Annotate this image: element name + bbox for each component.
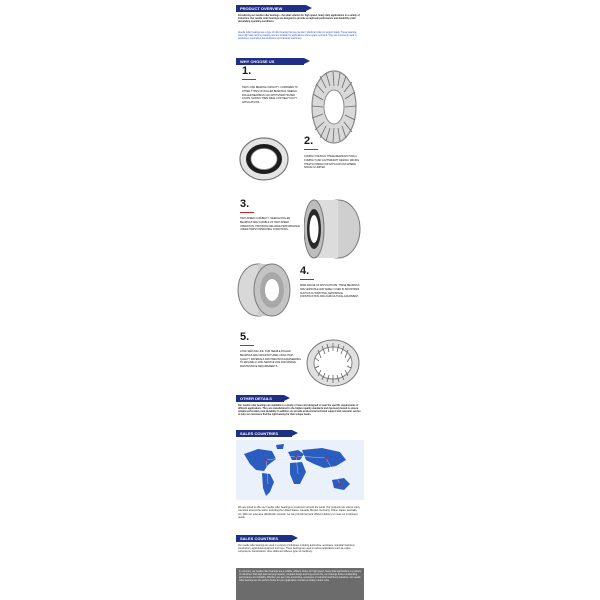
other-details-paragraph: Our needle roller bearings are available in a variety of sizes and designed to meet the specific requirements of different applications. They are manufactured to the highest quality standards and rigorously tested to ensure reliable performance and durability. In addition, we provide professional technical support and customer service to help our customers find the right bearing for their unique needs. [238, 405, 361, 416]
section-header-why [236, 58, 304, 65]
product-detail-page [232, 0, 368, 600]
feature-number-1: 1. [242, 65, 252, 77]
feature-text-5: LONG SERVICE LIFE: OUR NEEDLE ROLLER BEARINGS ARE MANUFACTURED USING HIGH-QUALITY MATERIALS AND PRECISION ENGINEERING TO ENSURE A LONG SERVICE LIFE AND MINIMAL MAINTENANCE REQUIREMENTS. [240, 350, 302, 369]
overview-heading: PRODUCT OVERVIEW [240, 6, 283, 11]
section-header-other-details [236, 395, 284, 402]
summary-box [236, 568, 364, 600]
feature-number-5: 5. [240, 331, 250, 343]
feature-text-3: HIGH-SPEED CAPABILITY: NEEDLE ROLLER BEARINGS ARE CAPABLE OF HIGH-SPEED OPERATION, PROVIDING RELIABLE PERFORMANCE UNDER HARSH OPERATING CONDITIONS. [240, 217, 300, 232]
feature-text-2: COMPACT DESIGN: THESE BEARINGS HAVE A COMPACT AND LIGHTWEIGHT DESIGN, MAKING THEM SUITABLE FOR APPLICATIONS WHERE SPACE IS LIMITED. [304, 155, 360, 170]
feature-number-2: 2. [304, 135, 314, 147]
other-details-heading: OTHER DETAILS [240, 396, 272, 401]
sales-countries-heading: SALES COUNTRIES [240, 431, 279, 436]
section-header-sales-countries-2 [236, 535, 292, 542]
world-map-image [236, 440, 364, 500]
thrust-bearing-image [306, 66, 362, 148]
cage-bearing-image [238, 136, 290, 182]
feature-number-4: 4. [300, 265, 310, 277]
overview-paragraph-2: Needle roller bearings are a type of roller bearing that use slender cylindrical rollers to support loads. These bearings have high load carrying capacity and are suitable for applications where space is limited. They are commonly used in gearboxes, automotive transmissions and industrial machinery. [238, 32, 357, 40]
inner-ring-bearing-image [236, 262, 292, 318]
section-header-overview [236, 5, 306, 12]
industries-paragraph: Our needle roller bearings are used in a variety of industries, including automotive, aerospace, industrial machinery, construction, agricultural equipment and more. These bearings are used in various applications such as engine components, transmissions, drive shafts and different types of machinery. [238, 545, 356, 553]
needle-cage-bearing-image [304, 338, 362, 388]
feature-number-3: 3. [240, 198, 250, 210]
overview-paragraph-1: Introducing our needle roller bearings - the ideal solution for high speed, heavy duty applications in a variety of industries. Our needle roller bearings are designed to provide exceptional performance and durability under demanding operating conditions. [238, 15, 360, 23]
summary-paragraph: In summary, our needle roller bearings are a reliable, efficient choice for high-speed, heavy-load applications in a variety of industries. With high load carrying capacity, compact design and long service life, our bearings deliver outstanding performance and reliability. Whether you are in the automotive, aerospace or industrial machinery industries, our needle roller bearings are the perfect choice for your application. Contact us today to learn more. [239, 571, 361, 582]
why-heading: WHY CHOOSE US [240, 59, 275, 64]
sales-countries-heading-2: SALES COUNTRIES [240, 536, 279, 541]
section-header-sales-countries [236, 430, 292, 437]
sales-countries-paragraph: We are proud to offer our needle roller bearings to customers around the world. Our products are sold to many countries around the world, including the United States, Canada, Mexico, Germany, China, Japan, Australia, etc. With our extensive distribution network, we can provide fast and efficient delivery to meet our customers' needs. [238, 506, 360, 519]
feature-text-1: HIGH LOAD BEARING CAPACITY: COMPARED TO OTHER TYPES OF ROLLER BEARINGS, NEEDLE ROLLER BEARINGS CAN WITHSTAND HIGHER LOADS, MAKING THEM IDEAL FOR HEAVY-DUTY APPLICATIONS. [242, 86, 298, 105]
feature-text-4: WIDE RANGE OF APPLICATIONS: THESE BEARINGS ARE VERSATILE AND WIDELY USED IN INDUSTRIES SUCH AS AUTOMOTIVE, AEROSPACE, CONSTRUCTION AND AGRICULTURAL EQUIPMENT. [300, 284, 360, 299]
drawn-cup-bearing-image [304, 198, 362, 260]
